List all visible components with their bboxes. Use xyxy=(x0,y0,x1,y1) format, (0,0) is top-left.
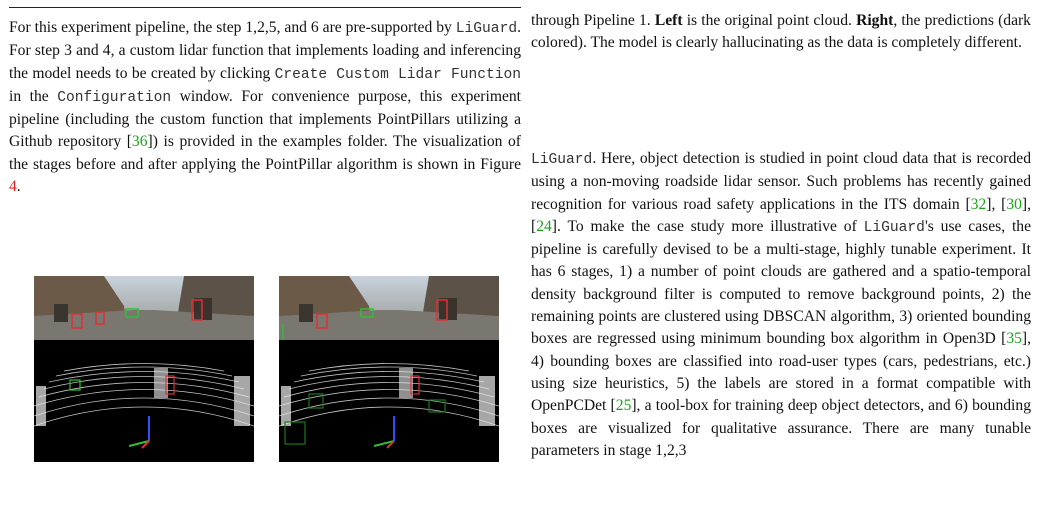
point-cloud-image-right xyxy=(279,276,499,462)
code-term: LiGuard xyxy=(863,219,925,236)
paragraph-text: LiGuard. Here, object detection is studied in point cloud data that is recorded using a non-moving roadside lidar sensor. Such problems has recently gained recognition for various road safety applications in the ITS domain [32], [30], [24]. To make the case study more illustrative of LiGuard's use cases, the pipeline is carefully devised to be a multi-stage, highly tunable experiment. It has 6 stages, 1) a number of point clouds are gathered and a spatio-temporal density background filter is computed to remove background points, 2) the remaining points are clustered using DBSCAN algorithm, 3) oriented bounding boxes are regressed using minimum bounding box algorithm in Open3D [35], 4) bounding boxes are classified into road-user types (cars, pedestrians, etc.) using size heuristics, 5) the labels are stored in a format compatible with OpenPCDet [25], a tool-box for training deep object detectors, and 6) bounding boxes are visualized for qualitative assurance. There are many tunable parameters in stage 1,2,3 xyxy=(531,150,1031,459)
figure-link[interactable]: 4 xyxy=(9,178,17,196)
figure-image-original xyxy=(34,276,254,462)
top-rule xyxy=(9,7,521,8)
citation-link[interactable]: 25 xyxy=(615,397,632,415)
bold-term: Right xyxy=(856,12,894,29)
citation-link[interactable]: 32 xyxy=(970,195,987,213)
citation-link[interactable]: 24 xyxy=(536,217,552,235)
code-term: LiGuard xyxy=(531,152,593,168)
code-term: Configuration xyxy=(57,89,172,106)
right-paragraph xyxy=(531,148,1031,508)
citation-link[interactable]: 35 xyxy=(1006,330,1022,348)
bold-term: Left xyxy=(654,12,683,29)
citation-link[interactable]: 36 xyxy=(131,133,148,151)
paragraph-text: For this experiment pipeline, the step 1,2,5, and 6 are pre-supported by LiGuard. For step 3 and 4, a custom lidar function that implements loading and inferencing the model needs to be created by clicking Create Custom Lidar Function in the Configuration window. For convenience purpose, this experiment pipeline (including the custom function that implements PointPillars utilizing a Github repository [36]) is provided in the examples folder. The visualization of the stages before and after applying the PointPillar algorithm is shown in Figure 4. xyxy=(9,19,522,196)
code-term: Create Custom Lidar Function xyxy=(274,66,522,83)
point-cloud-image-left xyxy=(34,276,254,462)
code-term: LiGuard xyxy=(455,21,518,37)
left-paragraph xyxy=(9,17,521,198)
citation-link[interactable]: 30 xyxy=(1006,195,1022,213)
caption-text: through Pipeline 1. Left is the original point cloud. Right, the predictions (dark colored). The model is clearly hallucinating as the data is completely different. xyxy=(531,12,1031,52)
figure-image-predictions xyxy=(279,276,499,462)
